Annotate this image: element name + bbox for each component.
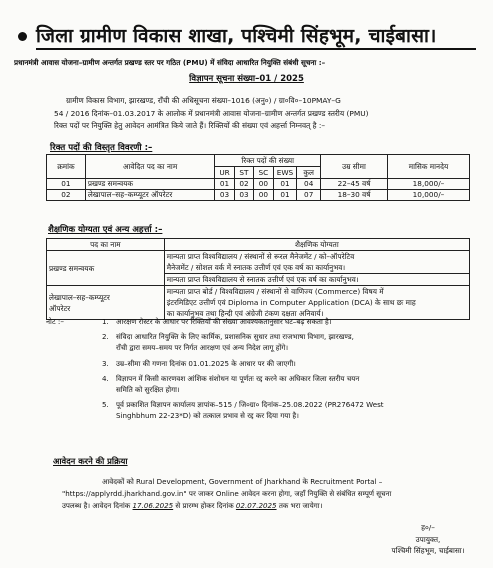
apply-heading: आवेदन करने की प्रक्रिया <box>53 456 128 466</box>
table-row <box>47 286 470 320</box>
qualification-line: मैनेजमेंट / सोशल वर्क में स्नातक उत्तीर्ण एवं एक वर्ष का कार्यानुभव। <box>165 262 469 274</box>
apply-text: उपलब्ध है। आवेदन दिनांक <box>62 501 131 510</box>
cell-qualification <box>164 251 469 286</box>
note-item <box>54 331 484 353</box>
cell-post <box>47 286 165 320</box>
col-header-category: ST <box>234 167 253 179</box>
application-end-date: 02.07.2025 <box>235 501 277 510</box>
table-header-row <box>47 239 470 251</box>
notice-number: विज्ञापन सूचना संख्या–01 / 2025 <box>189 74 304 84</box>
application-start-date: 17.06.2025 <box>132 501 174 510</box>
note-number: 5. <box>102 400 109 410</box>
col-header-post: पद का नाम <box>47 239 165 251</box>
cell-sno: 01 <box>47 179 86 190</box>
note-line: विज्ञापन में किसी कारणवश आंशिक संशोधन या पूर्णतः रद्द करने का अधिकार जिला स्तरीय चयन <box>116 373 360 383</box>
page-title: जिला ग्रामीण विकास शाखा, पश्चिमी सिंहभूम, चाईबासा। <box>36 25 437 47</box>
note-item <box>54 373 484 395</box>
note-number: 1. <box>102 317 109 326</box>
col-header-category: EWS <box>273 167 297 179</box>
cell-post: लेखापाल–सह–कम्प्यूटर ऑपरेटर <box>85 190 214 201</box>
cell-count: 07 <box>297 190 321 201</box>
col-header-category: कुल <box>297 167 321 179</box>
col-header-qualification: शैक्षणिक योग्यता <box>164 239 469 251</box>
qualification-heading: शैक्षणिक योग्यता एवं अन्य अहर्त्ता :– <box>48 225 163 235</box>
cell-count: 01 <box>215 179 234 190</box>
cell-post: प्रखण्ड समन्वयक <box>47 251 165 286</box>
col-header-category: UR <box>215 167 234 179</box>
bullet-dot-icon <box>18 32 27 41</box>
note-number: 3. <box>102 358 109 368</box>
apply-line: आवेदकों को Rural Development, Government of Jharkhand के Recruitment Portal – <box>102 477 383 486</box>
cell-count: 00 <box>254 190 273 201</box>
note-line: Singhbhum 22-23*D) को तत्काल प्रभाव से रद्द कर दिया गया है। <box>116 411 299 421</box>
vacancy-table <box>46 154 470 201</box>
note-number: 4. <box>102 373 109 383</box>
table-header-row <box>47 155 470 167</box>
col-header-post: आवेदित पद का नाम <box>85 155 214 179</box>
title-underline <box>36 48 476 50</box>
note-number: 2. <box>102 332 109 342</box>
notes-section <box>46 316 484 426</box>
table-row <box>47 190 470 201</box>
note-item <box>54 358 484 369</box>
signature-block <box>368 522 488 557</box>
qualification-line: का कार्यानुभव तथा हिन्दी एवं अंग्रेजी टंकण दक्षता अनिवार्य। <box>166 309 324 318</box>
cell-salary: 18,000/– <box>387 179 469 190</box>
cell-age: 22–45 वर्ष <box>321 179 388 190</box>
signature-office: पश्चिमी सिंहभूम, चाईबासा। <box>391 546 465 555</box>
note-line: राँची द्वारा समय–समय पर निर्गत आरक्षण एवं अन्य निदेश लागू होंगे। <box>116 343 289 353</box>
table-row <box>47 179 470 190</box>
cell-count: 01 <box>273 190 297 201</box>
apply-text: से प्रारम्भ होकर दिनांक <box>175 501 234 510</box>
table-row <box>47 251 470 286</box>
note-line: पूर्व प्रकाशित विज्ञापन कार्यालय ज्ञापांक–515 / जि०ग्रा० दिनांक–25.08.2022 (PR276472 West <box>116 400 384 410</box>
col-header-sno: क्रमांक <box>47 155 86 179</box>
note-line: आरक्षण रोस्टर के आधार पर रिक्तियों की संख्या आवश्यकतानुसार घट–बढ़ सकता है। <box>116 317 332 326</box>
qualification-line: मान्यता प्राप्त विश्वविद्यालय / संस्थानों से रूरल मैनेजमेंट / को–ऑपरेटिव <box>166 252 355 261</box>
cell-count: 00 <box>254 179 273 190</box>
col-header-age: उम्र सीमा <box>321 155 388 179</box>
intro-paragraph <box>54 95 484 133</box>
notes-label: नोट :– <box>46 317 65 326</box>
cell-count: 03 <box>215 190 234 201</box>
note-item <box>54 316 484 327</box>
header <box>10 22 483 50</box>
cell-qualification <box>164 286 469 320</box>
intro-line: ग्रामीण विकास विभाग, झारखण्ड, राँची की अधिसूचना संख्या–1016 (अनु०) / ग्रा०वि०–10PMAY–G <box>66 96 341 105</box>
cell-sno: 02 <box>47 190 86 201</box>
note-item <box>54 399 484 421</box>
cell-post: प्रखण्ड समन्वयक <box>85 179 214 190</box>
qualification-line: मान्यता प्राप्त विश्वविद्यालय से स्नातक उत्तीर्ण एवं एक वर्ष का कार्यानुभव। <box>166 275 359 284</box>
apply-text: तक भरा जायेगा। <box>278 501 323 510</box>
cell-count: 01 <box>273 179 297 190</box>
apply-paragraph <box>62 476 482 512</box>
cell-count: 04 <box>297 179 321 190</box>
intro-line: 54 / 2016 दिनांक–01.03.2017 के आलोक में प्रधानमंत्री आवास योजना–ग्रामीण अन्तर्गत प्रखण्ड स्तरीय (PMU) <box>54 108 369 118</box>
note-line: समिति को सुरक्षित होगा। <box>116 385 180 395</box>
signature-designation: उपायुक्त, <box>415 534 441 544</box>
vacancy-heading: रिक्त पदों की विस्तृत विवरणी :– <box>50 143 153 153</box>
cell-count: 03 <box>234 190 253 201</box>
col-header-vacancies: रिक्त पदों की संख्या <box>215 155 321 167</box>
note-line: संविदा आधारित नियुक्ति के लिए कार्मिक, प्रशासनिक सुधार तथा राजभाषा विभाग, झारखण्ड, <box>116 332 354 342</box>
intro-line: रिक्त पदों पर नियुक्ति हेतु आवेदन आमंत्रित किये जाते हैं। रिक्तियों की संख्या एवं अहर्त्ता निम्नवत् है :– <box>54 121 326 130</box>
cell-count: 02 <box>234 179 253 190</box>
apply-line: "https://applyrdd.jharkhand.gov.in" पर जाकर Online आवेदन करना होगा, जहाँ नियुक्ति से संबंधित सम्पूर्ण सूचना <box>62 489 392 498</box>
note-line: उम्र–सीमा की गणना दिनांक 01.01.2025 के आधार पर की जाएगी। <box>116 358 296 368</box>
qualification-line: इंटरमिडिएट उत्तीर्ण एवं Diploma in Computer Application (DCA) के साथ छः माह <box>166 298 416 307</box>
qualification-line: मान्यता प्राप्त बोर्ड / विश्वविद्यालय / संस्थानों से वाणिज्य (Commerce) विषय में <box>166 287 384 296</box>
col-header-salary: मासिक मानदेय <box>387 155 469 179</box>
post-line: लेखापाल–सह–कम्प्यूटर <box>49 293 110 302</box>
qualification-table <box>46 238 470 320</box>
post-line: ऑपरेटर <box>49 304 71 313</box>
cell-age: 18–30 वर्ष <box>321 190 388 201</box>
notice-subtitle: प्रधानमंत्री आवास योजना–ग्रामीण अन्तर्गत प्रखण्ड स्तर पर गठित (PMU) में संविदा आधारित नियुक्ति संबंधी सूचना :– <box>14 58 326 67</box>
signature-sd: ह०/– <box>421 523 435 532</box>
apply-line <box>62 500 482 512</box>
cell-salary: 10,000/– <box>387 190 469 201</box>
col-header-category: SC <box>254 167 273 179</box>
